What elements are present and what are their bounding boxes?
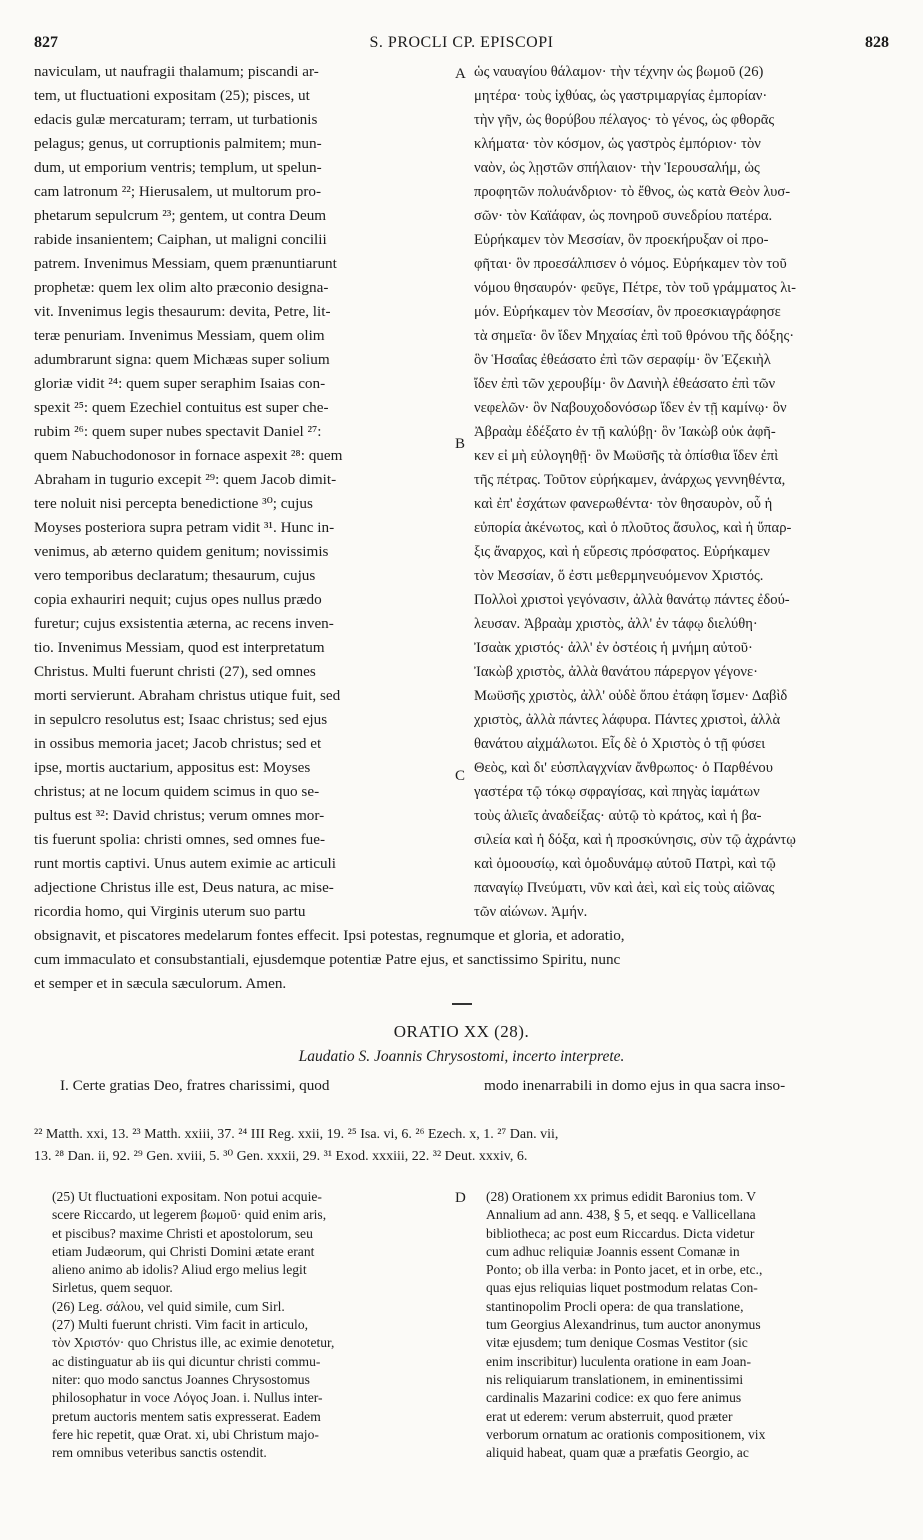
greek-line: σιλεία καὶ ἡ δόξα, καὶ ἡ προσκύνησις, σὺν τῷ ἀχράντῳ <box>474 832 796 848</box>
footnote-line: fere hic repetit, quæ Orat. xi, ubi Christum majo- <box>52 1426 319 1442</box>
latin-line: quem Nabuchodonosor in fornace aspexit ²⁸: quem <box>34 447 343 464</box>
greek-line: ὡς ναυαγίου θάλαμον· τὴν τέχνην ὡς βωμοῦ (26) <box>474 64 764 80</box>
page-number-left: 827 <box>34 34 58 51</box>
footnote-line: scere Riccardo, ut legerem βωμοῦ· quid enim aris, <box>52 1207 327 1223</box>
latin-line: dum, ut emporium ventris; templum, ut spelun- <box>34 159 322 176</box>
footnote-line: verborum ornatum ac orationis compositionem, vix <box>486 1426 766 1442</box>
greek-line: γαστέρα τῷ τόκῳ σφραγίσας, καὶ πηγὰς ἰαμάτων <box>474 784 760 800</box>
greek-line: κεν εἰ μὴ εὐλογηθῇ· ὃν Μωϋσῆς τὰ ὀπίσθια ἴδεν ἐπὶ <box>474 448 779 464</box>
latin-line: ipse, mortis auctarium, appositus est: Moyses <box>34 759 311 776</box>
latin-line: teræ penuriam. Invenimus Messiam, quem olim <box>34 327 325 344</box>
latin-line: phetarum sepulcrum ²³; gentem, ut contra Deum <box>34 207 327 224</box>
footnote-line: cum adhuc reliquiæ Joannis essent Comanæ in <box>486 1243 740 1259</box>
greek-line: τοὺς ἁλιεῖς ἀναδείξας· αὐτῷ τὸ κράτος, καὶ ἡ βα- <box>474 808 762 824</box>
latin-line: copia exhauriri nequit; cujus opes nullus prædo <box>34 591 322 608</box>
footnote-line: erat ut ederem: verum absterruit, quod præter <box>486 1408 733 1424</box>
footnote-line: etiam Judæorum, qui Christi Domini ætate erant <box>52 1243 315 1259</box>
greek-line: Εὑρήκαμεν τὸν Μεσσίαν, ὃν προεκήρυξαν οἱ προ- <box>474 232 769 248</box>
footnote-line: enim inscribitur) luculenta oratione in eam Joan- <box>486 1353 751 1369</box>
greek-line: Ἰακὼβ χριστὸς, ἀλλὰ θανάτου πάρεργον γέγονε· <box>474 664 758 680</box>
latin-line: ricordia homo, qui Virginis uterum suo partu <box>34 903 306 920</box>
footnote-line: (26) Leg. σάλου, vel quid simile, cum Sirl. <box>52 1298 285 1314</box>
footnote-line: (25) Ut fluctuationi expositam. Non potui acquie- <box>52 1189 322 1204</box>
greek-line: νόμου θησαυρόν· φεῦγε, Πέτρε, τὸν τοῦ γράμματος λι- <box>474 280 796 296</box>
footnotes-right <box>486 1188 888 1462</box>
latin-line: prophetæ: quem lex olim alto præconio designa- <box>34 279 329 296</box>
greek-line: Θεὸς, καὶ δι' εὐσπλαγχνίαν ἄνθρωπος· ὁ Παρθένου <box>474 760 773 776</box>
footnote-line: cardinalis Mazarini codice: ex quo fere animus <box>486 1390 742 1406</box>
footnote-line: philosophatur in voce Λόγος Joan. i. Nullus inter- <box>52 1390 323 1406</box>
doxology-line: obsignavit, et piscatores medelarum fontes effecit. Ipsi potestas, regnumque et gloria, et adoratio, <box>34 927 625 944</box>
latin-line: vit. Invenimus legis thesaurum: devita, Petre, lit- <box>34 303 331 320</box>
latin-line: tem, ut fluctuationi expositam (25); pisces, ut <box>34 87 310 104</box>
latin-line: Moyses posteriora supra petram vidit ³¹. Hunc in- <box>34 519 335 536</box>
latin-line: gloriæ vidit ²⁴: quem super seraphim Isaias con- <box>34 375 326 392</box>
latin-line: tis fuerunt spolia: christi omnes, sed omnes fue- <box>34 831 326 848</box>
greek-line: τὰ σημεῖα· ὃν ἴδεν Μηχαίας ἐπὶ τοῦ θρόνου τῆς δόξης· <box>474 328 795 344</box>
greek-line: νεφελῶν· ὃν Ναβουχοδονόσωρ ἴδεν ἐν τῇ καμίνῳ· ὃν <box>474 400 787 416</box>
greek-line: χριστὸς, ἀλλὰ πάντες λάφυρα. Πάντες χριστοὶ, ἀλλὰ <box>474 712 781 728</box>
footnote-line: ac distinguatur ab iis qui dicuntur christi commu- <box>52 1353 321 1369</box>
oration-intro-left: I. Certe gratias Deo, fratres charissimi, quod <box>60 1077 330 1094</box>
oration-title: ORATIO XX (28). <box>393 1022 530 1041</box>
reference-line: 13. ²⁸ Dan. ii, 92. ²⁹ Gen. xviii, 5. ³⁰ Gen. xxxii, 29. ³¹ Exod. xxxiii, 22. ³² Deut. xxxiv, 6. <box>34 1149 528 1164</box>
greek-line: σῶν· τὸν Καϊάφαν, ὡς πονηροῦ συνεδρίου πατέρα. <box>474 208 773 224</box>
latin-line: morti servierunt. Abraham christus utique fuit, sed <box>34 687 341 704</box>
footnote-line: aliquid habeat, quam quæ a præfatis Georgio, ac <box>486 1445 749 1461</box>
footnote-line: rem omnibus veteribus sanctis ostendit. <box>52 1445 267 1461</box>
greek-line: Μωϋσῆς χριστὸς, ἀλλ' οὐδὲ ὅπου ἐτάφη ἴσμεν· Δαβὶδ <box>474 688 788 704</box>
greek-line: θανάτου αἰχμάλωτοι. Εἷς δὲ ὁ Χριστὸς ὁ τῇ φύσει <box>474 736 766 752</box>
latin-line: patrem. Invenimus Messiam, quem prænuntiarunt <box>34 255 337 272</box>
greek-line: καὶ ἐπ' ἐσχάτων φανερωθέντα· τὸν θησαυρὸν, οὗ ἡ <box>474 496 773 512</box>
page-number-right: 828 <box>865 34 889 51</box>
latin-column <box>34 60 452 924</box>
latin-line: spexit ²⁵: quem Ezechiel contuitus est super che- <box>34 399 329 416</box>
footnote-line: Ponto; ob illa verba: in Ponto jacet, et in orbe, etc., <box>486 1262 763 1278</box>
greek-line: εὐπορία ἀκένωτος, καὶ ὁ πλοῦτος ἄσυλος, καὶ ἡ ὕπαρ- <box>474 520 792 536</box>
oration-intro-right: modo inenarrabili in domo ejus in qua sacra inso- <box>484 1077 786 1094</box>
latin-line: tere noluit nisi percepta benedictione ³⁰; cujus <box>34 495 313 512</box>
footnote-line: Annalium ad ann. 438, § 5, et seqq. e Vallicellana <box>486 1207 756 1223</box>
latin-line: christus; at ne locum quidem scimus in quo se- <box>34 783 320 800</box>
latin-line: in sepulcro resolutus est; Isaac christus; sed ejus <box>34 711 328 728</box>
latin-line: vero temporibus declaratum; thesaurum, cujus <box>34 567 316 584</box>
margin-marker-b: B <box>455 436 466 452</box>
footnote-line: stantinopolim Procli opera: de qua translatione, <box>486 1298 744 1314</box>
greek-column <box>474 60 888 924</box>
greek-line: ναὸν, ὡς λῃστῶν σπήλαιον· τὴν Ἱερουσαλήμ, ὡς <box>474 160 760 176</box>
greek-line: ξις ἄναρχος, καὶ ἡ εὕρεσις πρόσφατος. Εὑρήκαμεν <box>474 544 770 560</box>
latin-line: pultus est ³²: David christus; verum omnes mor- <box>34 807 325 824</box>
latin-line: pelagus; genus, ut corruptionis palmitem; mun- <box>34 135 322 152</box>
greek-line: Ἀβραὰμ ἐδέξατο ἐν τῇ καλύβῃ· ὃν Ἰακὼβ οὐκ ἀφῆ- <box>474 424 776 440</box>
oration-subtitle: Laudatio S. Joannis Chrysostomi, incerto interprete. <box>298 1048 625 1065</box>
latin-line: furetur; cujus exsistentia æterna, ac recens inven- <box>34 615 334 632</box>
footnote-line: pretum auctoris mentem satis expresserat. Eadem <box>52 1408 321 1424</box>
footnote-line: τὸν Χριστόν· quo Christus ille, ac eximie denotetur, <box>52 1335 335 1351</box>
latin-line: adjectione Christus ille est, Deus natura, ac mise- <box>34 879 334 896</box>
greek-line: φῆται· ὃν προεσάλπισεν ὁ νόμος. Εὑρήκαμεν τὸν τοῦ <box>474 256 787 272</box>
latin-line: rabide insanientem; Caiphan, ut maligni concilii <box>34 231 327 248</box>
greek-line: Πολλοὶ χριστοὶ γεγόνασιν, ἀλλὰ θανάτῳ πάντες ἐδού- <box>474 592 790 608</box>
footnote-line: niter: quo modo sanctus Joannes Chrysostomus <box>52 1371 310 1387</box>
latin-line: in ossibus memoria jacet; Jacob christus; sed et <box>34 735 322 752</box>
greek-line: καὶ ὁμοουσίῳ, καὶ ὁμοδυνάμῳ αὐτοῦ Πατρὶ, καὶ τῷ <box>474 856 776 872</box>
doxology-line: et semper et in sæcula sæculorum. Amen. <box>34 975 287 992</box>
greek-line: τὴν γῆν, ὡς θορύβου πέλαγος· τὸ γένος, ὡς φθορᾶς <box>474 112 775 128</box>
greek-line: ἴδεν ἐπὶ τῶν χερουβίμ· ὃν Δανιὴλ ἐθεάσατο ἐπὶ τῶν <box>474 376 776 392</box>
latin-line: edacis gulæ mercaturam; terram, ut turbationis <box>34 111 318 128</box>
greek-line: μόν. Εὑρήκαμεν τὸν Μεσσίαν, ὃν προεσκιαγράφησε <box>474 304 781 320</box>
latin-line: Abraham in tugurio excepit ²⁹: quem Jacob dimit- <box>34 471 337 488</box>
greek-line: κλήματα· τὸν κόσμον, ὡς γαστρὸς ἐμπόριον· τὸν <box>474 136 761 152</box>
footnote-line: nis reliquiarum translationem, in eminentissimi <box>486 1371 744 1387</box>
latin-line: rubim ²⁶: quem super nubes spectavit Daniel ²⁷: <box>34 423 322 440</box>
footnote-line: (27) Multi fuerunt christi. Vim facit in articulo, <box>52 1317 309 1333</box>
greek-line: ὃν Ἡσαΐας ἐθεάσατο ἐπὶ τῶν σεραφίμ· ὃν Ἐζεκιὴλ <box>474 352 771 368</box>
latin-line: Christus. Multi fuerunt christi (27), sed omnes <box>34 663 316 680</box>
greek-line: παναγίῳ Πνεύματι, νῦν καὶ ἀεὶ, καὶ εἰς τοὺς αἰῶνας <box>474 880 775 896</box>
footnote-line: et piscibus? maxime Christi et apostolorum, seu <box>52 1225 313 1241</box>
margin-marker-a: A <box>455 66 466 82</box>
footnote-line: bibliotheca; ac post eum Riccardus. Dicta videtur <box>486 1225 755 1241</box>
footnote-line: (28) Orationem xx primus edidit Baronius tom. V <box>486 1189 757 1204</box>
scripture-references <box>34 1124 889 1168</box>
doxology-line: cum immaculato et consubstantiali, ejusdemque potentiæ Patre ejus, et sanctissimo Spiritu, nunc <box>34 951 621 968</box>
greek-line: τῶν αἰώνων. Ἀμήν. <box>474 904 588 920</box>
greek-line: τὸν Μεσσίαν, ὅ ἐστι μεθερμηνευόμενον Χριστός. <box>474 568 764 584</box>
latin-line: venimus, ab æterno quidem genitum; novissimis <box>34 543 329 560</box>
reference-line: ²² Matth. xxi, 13. ²³ Matth. xxiii, 37. ²⁴ III Reg. xxii, 19. ²⁵ Isa. vi, 6. ²⁶ Ezech. x, 1. ²⁷ Dan. vii, <box>34 1127 559 1142</box>
latin-line: adumbrarunt signa: quem Michæas super solium <box>34 351 330 368</box>
greek-line: μητέρα· τοὺς ἰχθύας, ὡς γαστριμαργίας ἐμπορίαν· <box>474 88 768 104</box>
greek-line: λευσαν. Ἀβραὰμ χριστὸς, ἀλλ' ἐν τάφῳ διελύθη· <box>474 616 758 632</box>
footnote-line: alieno animo ab idolis? Aliud ergo melius legit <box>52 1262 307 1278</box>
latin-line: tio. Invenimus Messiam, quod est interpretatum <box>34 639 325 656</box>
running-header <box>34 34 889 56</box>
closing-doxology <box>34 924 889 996</box>
greek-line: Ἰσαὰκ χριστός· ἀλλ' ἐν ὀστέοις ἡ μνήμη αὐτοῦ· <box>474 640 753 656</box>
footnotes-left <box>52 1188 452 1462</box>
latin-line: runt mortis captivi. Unus autem eximie ac articuli <box>34 855 336 872</box>
latin-line: naviculam, ut naufragii thalamum; piscandi ar- <box>34 63 319 80</box>
section-rule <box>452 1003 472 1005</box>
greek-line: προφητῶν πολυάνδριον· τὸ ἔθνος, ὡς κατὰ Θεὸν λυσ- <box>474 184 791 200</box>
latin-line: cam latronum ²²; Hierusalem, ut multorum pro- <box>34 183 322 200</box>
greek-line: τῆς πέτρας. Τοῦτον εὑρήκαμεν, ἀνάρχως γεννηθέντα, <box>474 472 786 488</box>
footnote-line: Sirletus, quem sequor. <box>52 1280 173 1296</box>
footnote-line: vitæ ejusdem; tum denique Cosmas Vestitor (sic <box>486 1335 748 1351</box>
margin-marker-c: C <box>455 768 466 784</box>
running-title: S. PROCLI CP. EPISCOPI <box>369 34 554 51</box>
footnote-line: tum Georgius Alexandrinus, tum auctor anonymus <box>486 1317 761 1333</box>
footnote-line: quas ejus reliquias liquet postmodum relatas Con- <box>486 1280 758 1296</box>
margin-marker-d: D <box>455 1190 466 1206</box>
